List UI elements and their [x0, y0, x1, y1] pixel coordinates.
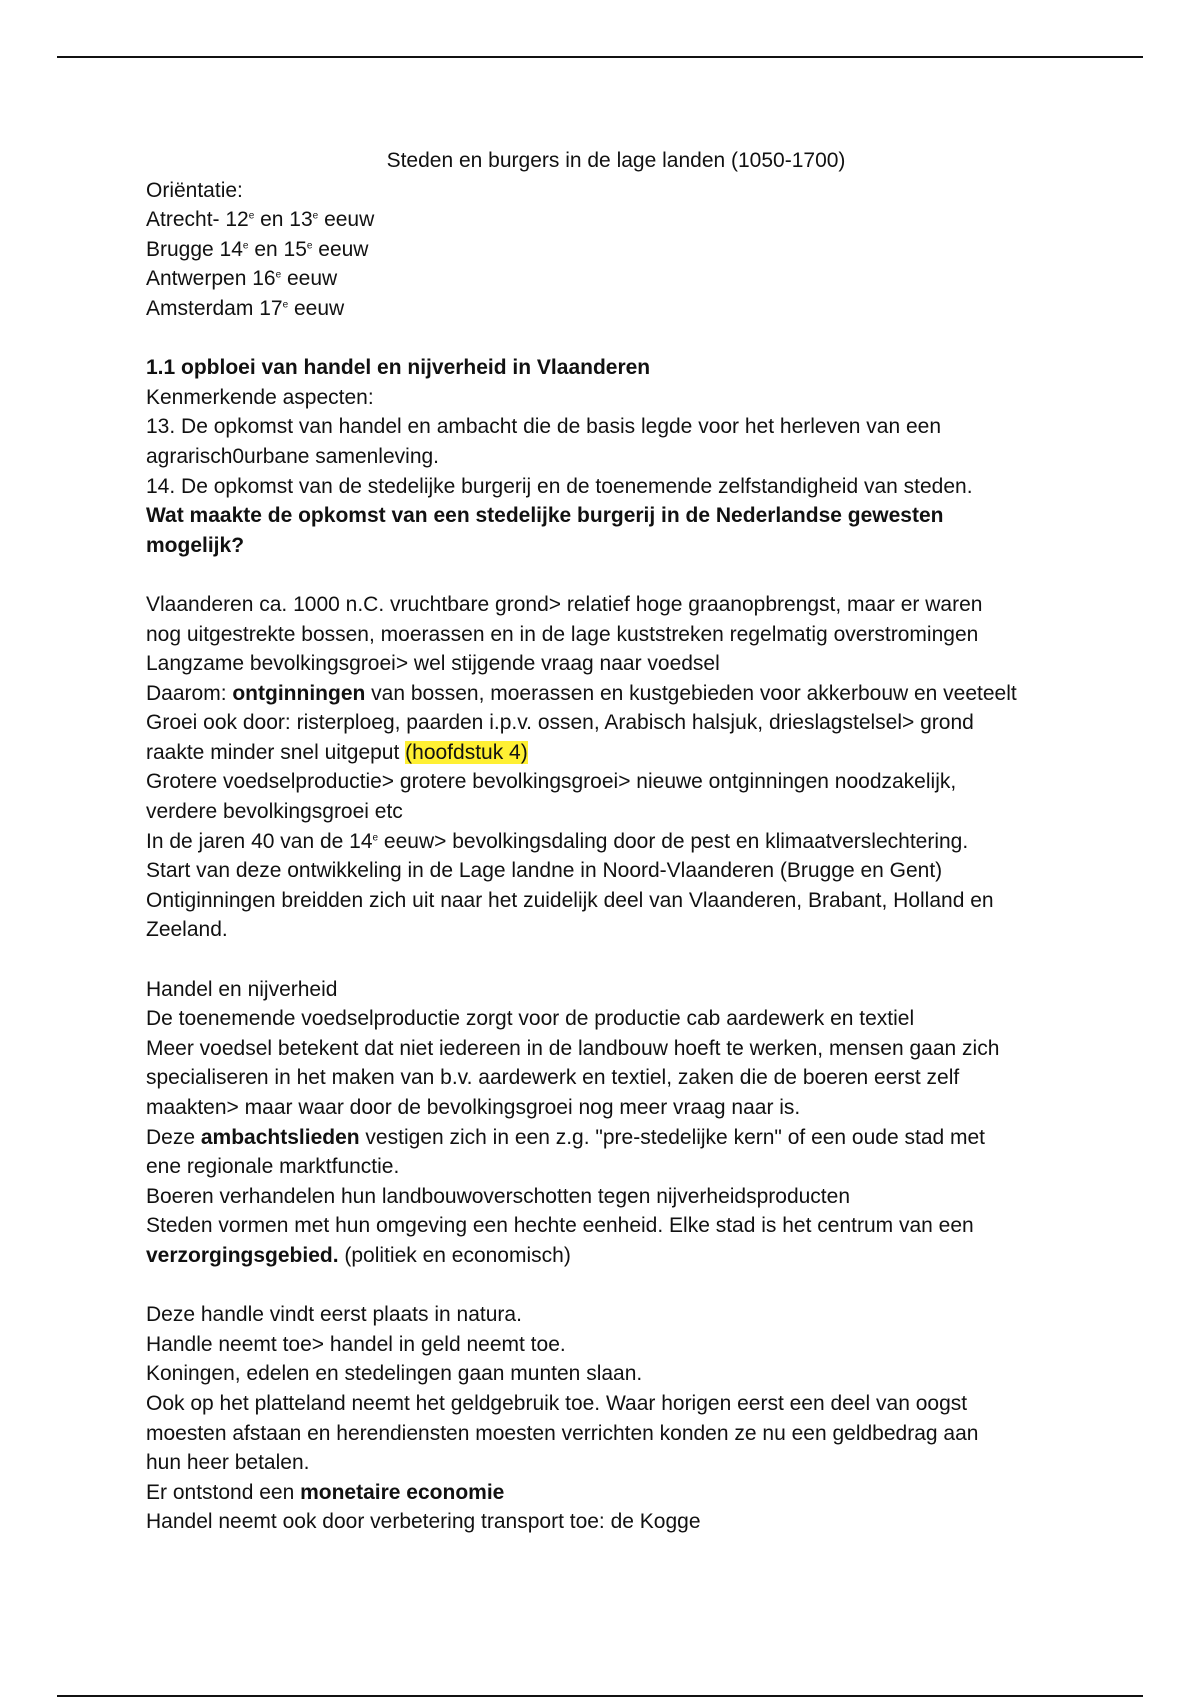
question-line-1: Wat maakte de opkomst van een stedelijke burgerij in de Nederlandse gewesten: [146, 504, 944, 528]
header-rule: [57, 56, 1143, 58]
document-title: Steden en burgers in de lage landen (1050-1700): [386, 149, 846, 172]
paragraph-line: Steden vormen met hun omgeving een hechte eenheid. Elke stad is het centrum van een: [146, 1214, 974, 1238]
aspects-label: Kenmerkende aspecten:: [146, 385, 374, 409]
spacer: [146, 945, 1086, 975]
paragraph-line: Groei ook door: risterploeg, paarden i.p.v. ossen, Arabisch halsjuk, drieslagstelsel> grond: [146, 711, 974, 735]
section-heading: 1.1 opbloei van handel en nijverheid in Vlaanderen: [146, 356, 651, 380]
footer-rule: [57, 1695, 1143, 1697]
paragraph-line: Ook op het platteland neemt het geldgebruik toe. Waar horigen eerst een deel van oogst: [146, 1391, 968, 1415]
paragraph-line: Meer voedsel betekent dat niet iedereen in de landbouw hoeft te werken, mensen gaan zich: [146, 1036, 1000, 1060]
subheading-handel: Handel en nijverheid: [146, 977, 338, 1001]
paragraph-line: Zeeland.: [146, 918, 228, 942]
paragraph-line: Start van deze ontwikkeling in de Lage landne in Noord-Vlaanderen (Brugge en Gent): [146, 859, 943, 883]
spacer: [146, 560, 1086, 590]
paragraph-line: specialiseren in het maken van b.v. aardewerk en textiel, zaken die de boeren eerst zelf: [146, 1066, 960, 1090]
orientation-item-amsterdam: Amsterdam 17e eeuw: [146, 296, 345, 320]
paragraph-line: raakte minder snel uitgeput (hoofdstuk 4): [146, 740, 528, 764]
aspect-13-line-2: agrarisch0urbane samenleving.: [146, 444, 440, 468]
term-verzorgingsgebied: verzorgingsgebied.: [146, 1243, 339, 1267]
paragraph-line: Deze handle vindt eerst plaats in natura.: [146, 1303, 522, 1327]
paragraph-line: Ontiginningen breidden zich uit naar het zuidelijk deel van Vlaanderen, Brabant, Holland en: [146, 888, 994, 912]
orientation-label: Oriëntatie:: [146, 178, 243, 202]
orientation-item-atrecht: Atrecht- 12e en 13e eeuw: [146, 208, 375, 232]
spacer: [146, 324, 1086, 354]
orientation-item-antwerpen: Antwerpen 16e eeuw: [146, 267, 338, 291]
term-ontginningen: ontginningen: [232, 681, 366, 705]
paragraph-line: maakten> maar waar door de bevolkingsgroei nog meer vraag naar is.: [146, 1096, 801, 1119]
paragraph-line: In de jaren 40 van de 14e eeuw> bevolkingsdaling door de pest en klimaatverslechtering.: [146, 829, 969, 853]
paragraph-line: Handel neemt ook door verbetering transport toe: de Kogge: [146, 1510, 701, 1534]
paragraph-line: moesten afstaan en herendiensten moesten verrichten konden ze nu een geldbedrag aan: [146, 1421, 979, 1445]
term-monetaire-economie: monetaire economie: [300, 1480, 505, 1504]
paragraph-line: nog uitgestrekte bossen, moerassen en in de lage kuststreken regelmatig overstromingen: [146, 622, 979, 646]
paragraph-line: Boeren verhandelen hun landbouwoverschotten tegen nijverheidsproducten: [146, 1184, 851, 1208]
question-line-2: mogelijk?: [146, 533, 245, 557]
term-ambachtslieden: ambachtslieden: [200, 1125, 360, 1149]
paragraph-line: Langzame bevolkingsgroei> wel stijgende vraag naar voedsel: [146, 652, 720, 676]
paragraph-line: hun heer betalen.: [146, 1451, 310, 1475]
highlighted-reference: (hoofdstuk 4): [405, 740, 528, 764]
paragraph-line: Daarom: ontginningen van bossen, moerassen en kustgebieden voor akkerbouw en veeteelt: [146, 681, 1017, 705]
paragraph-line: Vlaanderen ca. 1000 n.C. vruchtbare grond> relatief hoge graanopbrengst, maar er waren: [146, 592, 983, 616]
aspect-14: 14. De opkomst van de stedelijke burgerij en de toenemende zelfstandigheid van steden.: [146, 474, 973, 498]
paragraph-line: Koningen, edelen en stedelingen gaan munten slaan.: [146, 1362, 643, 1386]
paragraph-line: verzorgingsgebied. (politiek en economisch): [146, 1243, 571, 1267]
paragraph-line: ene regionale marktfunctie.: [146, 1155, 400, 1179]
paragraph-line: verdere bevolkingsgroei etc: [146, 800, 403, 824]
paragraph-line: Handle neemt toe> handel in geld neemt toe.: [146, 1332, 566, 1356]
aspect-13-line-1: 13. De opkomst van handel en ambacht die de basis legde voor het herleven van een: [146, 415, 942, 439]
paragraph-line: Er ontstond een monetaire economie: [146, 1480, 505, 1504]
document-page: [146, 146, 1086, 1537]
paragraph-line: Deze ambachtslieden vestigen zich in een z.g. "pre-stedelijke kern" of een oude stad met: [146, 1125, 986, 1149]
paragraph-line: Grotere voedselproductie> grotere bevolkingsgroei> nieuwe ontginningen noodzakelijk,: [146, 770, 957, 794]
spacer: [146, 1271, 1086, 1301]
orientation-item-brugge: Brugge 14e en 15e eeuw: [146, 237, 369, 261]
paragraph-line: De toenemende voedselproductie zorgt voor de productie cab aardewerk en textiel: [146, 1007, 915, 1031]
